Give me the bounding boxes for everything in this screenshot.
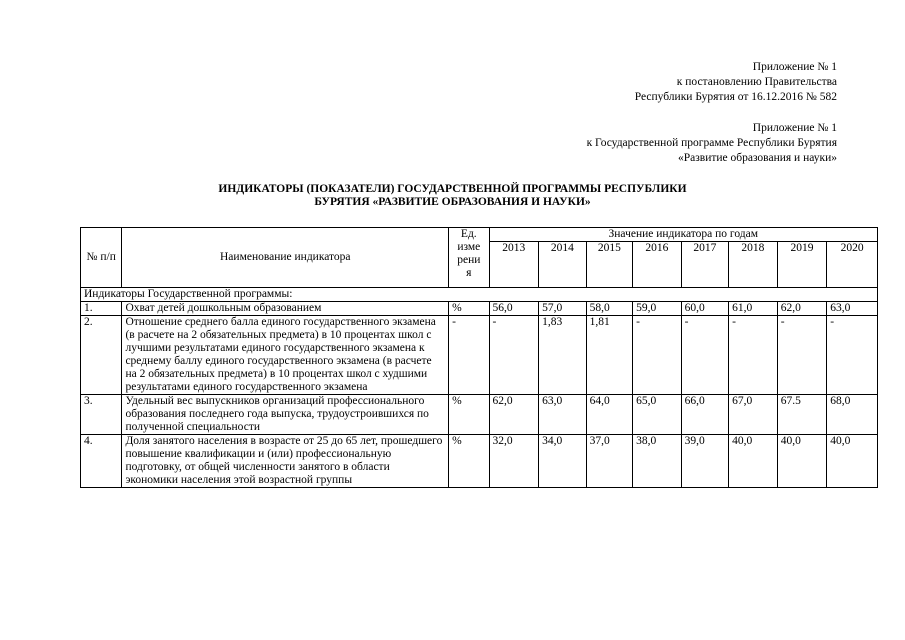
value-cell: 68,0 — [827, 395, 878, 435]
value-cell: 32,0 — [489, 435, 539, 488]
indicator-name: Отношение среднего балла единого государственного экзамена (в расчете на 2 обязательных предмета) в 10 процентах школ с лучшими результатами единого государственного экзамена к среднему баллу единого государственного экзамена (в расчете на 2 обязательных предмета) в 10 процентах школ с худшими результатами единого государственного экзамена — [122, 316, 449, 395]
value-cell: 40,0 — [729, 435, 778, 488]
appendix-to-program — [587, 121, 837, 166]
value-cell: - — [633, 316, 682, 395]
value-cell: 39,0 — [681, 435, 729, 488]
value-cell: 63,0 — [827, 302, 878, 316]
indicator-name: Охват детей дошкольным образованием — [122, 302, 449, 316]
appendix-to-resolution — [635, 60, 837, 105]
row-number: 3. — [81, 395, 122, 435]
appendix-line: Приложение № 1 — [752, 122, 837, 134]
value-cell: 67,0 — [729, 395, 778, 435]
unit-header-line: рени — [457, 254, 481, 266]
value-cell: 60,0 — [681, 302, 729, 316]
table-row — [81, 395, 878, 435]
unit-header-line: Ед. — [460, 228, 477, 240]
column-header-unit — [449, 228, 489, 288]
value-cell: 64,0 — [586, 395, 633, 435]
value-cell: 37,0 — [586, 435, 633, 488]
table-row — [81, 435, 878, 488]
year-header: 2013 — [489, 242, 539, 288]
value-cell: 67.5 — [777, 395, 827, 435]
column-header-values-by-year: Значение индикатора по годам — [489, 228, 877, 242]
unit-cell: % — [449, 302, 489, 316]
year-header: 2020 — [827, 242, 878, 288]
unit-cell: % — [449, 435, 489, 488]
appendix-line: Республики Бурятия от 16.12.2016 № 582 — [634, 91, 837, 103]
value-cell: 34,0 — [539, 435, 587, 488]
value-cell: - — [827, 316, 878, 395]
row-number: 2. — [81, 316, 122, 395]
value-cell: - — [729, 316, 778, 395]
table-row — [81, 316, 878, 395]
row-number: 1. — [81, 302, 122, 316]
unit-header-line: изме — [457, 241, 481, 253]
value-cell: 62,0 — [489, 395, 539, 435]
value-cell: 66,0 — [681, 395, 729, 435]
year-header: 2018 — [729, 242, 778, 288]
year-header: 2014 — [539, 242, 587, 288]
table-header-row — [81, 228, 878, 242]
indicators-table — [80, 227, 878, 488]
appendix-line: к постановлению Правительства — [676, 76, 837, 88]
year-header: 2017 — [681, 242, 729, 288]
appendix-line: «Развитие образования и науки» — [677, 152, 837, 164]
column-header-name: Наименование индикатора — [122, 228, 449, 288]
value-cell: 58,0 — [586, 302, 633, 316]
value-cell: 38,0 — [633, 435, 682, 488]
value-cell: 40,0 — [777, 435, 827, 488]
value-cell: 1,81 — [586, 316, 633, 395]
value-cell: - — [489, 316, 539, 395]
year-header: 2019 — [777, 242, 827, 288]
value-cell: 56,0 — [489, 302, 539, 316]
value-cell: - — [681, 316, 729, 395]
value-cell: 63,0 — [539, 395, 587, 435]
title-line: ИНДИКАТОРЫ (ПОКАЗАТЕЛИ) ГОСУДАРСТВЕННОЙ ПРОГРАММЫ РЕСПУБЛИКИ — [218, 183, 687, 195]
appendix-line: Приложение № 1 — [752, 61, 837, 73]
indicator-name: Удельный вес выпускников организаций профессионального образования последнего года выпуска, трудоустроившихся по полученной специальности — [122, 395, 449, 435]
column-header-number: № п/п — [81, 228, 122, 288]
value-cell: 40,0 — [827, 435, 878, 488]
section-title: Индикаторы Государственной программы: — [81, 288, 878, 302]
value-cell: 1,83 — [539, 316, 587, 395]
value-cell: 61,0 — [729, 302, 778, 316]
table-row — [81, 302, 878, 316]
section-row — [81, 288, 878, 302]
appendix-line: к Государственной программе Республики Бурятия — [586, 137, 837, 149]
unit-cell: % — [449, 395, 489, 435]
year-header: 2015 — [586, 242, 633, 288]
indicator-name: Доля занятого населения в возрасте от 25 до 65 лет, прошедшего повышение квалификации и (или) профессиональную подготовку, от общей численности занятого в области экономики населения этой возрастной группы — [122, 435, 449, 488]
unit-cell: - — [449, 316, 489, 395]
title-line: БУРЯТИЯ «РАЗВИТИЕ ОБРАЗОВАНИЯ И НАУКИ» — [314, 196, 591, 208]
row-number: 4. — [81, 435, 122, 488]
value-cell: 57,0 — [539, 302, 587, 316]
document-title — [0, 183, 905, 209]
value-cell: 65,0 — [633, 395, 682, 435]
unit-header-line: я — [466, 267, 472, 279]
value-cell: - — [777, 316, 827, 395]
year-header: 2016 — [633, 242, 682, 288]
value-cell: 59,0 — [633, 302, 682, 316]
value-cell: 62,0 — [777, 302, 827, 316]
